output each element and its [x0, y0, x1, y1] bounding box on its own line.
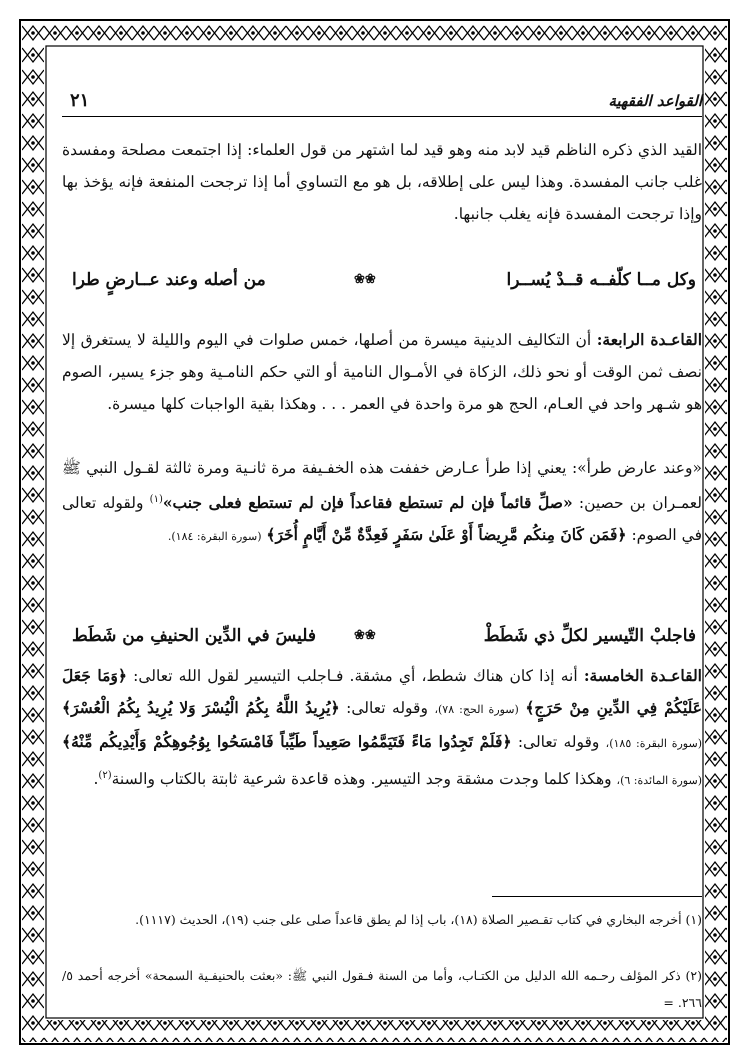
quran-verse-1: ﴿فَمَن كَانَ مِنكُم مَّرِيضاً أَوْ عَلَىٰ سَفَرٍ فَعِدَّةٌ مِّنْ أَيَّامٍ أُخَرَ﴾ [266, 525, 627, 545]
running-header [62, 86, 702, 117]
footnote-marker-1: (١) [149, 494, 163, 505]
paragraph-4-end: . [93, 770, 99, 789]
surah-reference-2: (سورة الحج: ٧٨)، [434, 703, 519, 716]
page-content [62, 86, 702, 1036]
rule-4-label: القاعـدة الرابعة: [596, 330, 702, 349]
quran-verse-4: ﴿فَلَمْ تَجِدُوا مَاءً فَتَيَمَّمُوا صَعِيداً طَيِّباً فَامْسَحُوا بِوُجُوهِكُمْ وَأَيْدِيكُم مِّنْهُ﴾ [62, 732, 512, 751]
surah-reference-1: (سورة البقرة: ١٨٤). [167, 530, 262, 544]
verse-separator-icon: ❀❀ [354, 628, 376, 643]
footnote-2: (٢) ذكر المؤلف رحـمه الله الدليل من الكتـاب، وأما من السنة فـقول النبي ﷺ: «بعثت بالحنيفـية السمحة» أخرجه أحمد ٥/ ٢٦٦. = [62, 968, 702, 1010]
paragraph-4-text-d: وهكذا كلما وجدت مشقة وجد التيسير. وهذه قاعدة شرعية ثابتة بالكتاب والسنة [111, 770, 612, 789]
paragraph-4-text-b: وقوله تعالى: [346, 699, 428, 717]
paragraph-3-text-b: ولقوله تعالى في الصوم: [62, 494, 702, 545]
verse-1-first-hemistich: وكل مــا كلّفــه قــدْ يُســرا [506, 270, 696, 290]
surah-reference-4: (سورة المائدة: ٦)، [616, 774, 702, 788]
footnote-marker-2: (٢) [98, 770, 112, 781]
paragraph-4-text-c: وقوله تعالى: [517, 733, 600, 751]
verse-1-second-hemistich: من أصله وعند عــارضٍ طرا [72, 270, 266, 290]
verse-line-2 [62, 626, 702, 656]
paragraph-2-text: أن التكاليف الدينية ميسرة من أصلها، خمس صلوات في اليوم والليلة لا يستغرق إلا نصف ثمن الوقت أو نحو ذلك، الزكاة في الأمـوال النامية أو التي حكم النامـية وهو جزء يسير، الصوم هو شـهر واحد في العـام، الحج هو مرة واحدة في العمر . . . وهكذا بقية الواجبات كلها ميسرة. [62, 331, 702, 413]
paragraph-4-text-a: أنه إذا كان هناك شطط، أي مشقة. فـاجلب التيسير لقول الله تعالى: [133, 667, 578, 685]
hadith-text: «صلِّ قائماً فإن لم تستطع فقاعداً فإن لم تستطع فعلى جنب» [162, 493, 573, 513]
quran-verse-2: ﴿وَمَا جَعَلَ عَلَيْكُمْ فِي الدِّينِ مِنْ حَرَجٍ﴾ [62, 666, 703, 717]
quote-label: «وعند عارض طرأ»: [571, 459, 702, 477]
paragraph-1: القيد الذي ذكره الناظم قيد لابد منه وهو قيد لما اشتهر من قول العلماء: إذا اجتمعت مصلحة ومفسدة غلب جانب المفسدة. وهذا ليس على إطلاقه، بل هو مع التساوي أما إذا ترجحت المنفعة فإنه يؤخذ بها وإذا ترجحت المفسدة فإنه يغلب جانبها. [62, 141, 702, 223]
quran-verse-3: ﴿يُرِيدُ اللَّهُ بِكُمُ الْيُسْرَ وَلا يُرِيدُ بِكُمُ الْعُسْرَ﴾ [62, 698, 340, 717]
paragraph-2 [62, 324, 702, 420]
verse-separator-icon: ❀❀ [354, 272, 376, 287]
footnote-1: (١) أخرجه البخاري في كتاب تقـصير الصلاة (١٨)، باب إذا لم يطق قاعداً صلى على جنب (١٩)، الحديث (١١١٧). [135, 912, 702, 927]
header-title: القواعد الفقهية [608, 92, 702, 110]
verse-2-first-hemistich: فاجلبْ التّيسير لكلِّ ذي شَطَطْ [483, 626, 696, 646]
paragraph-3-text-a: يعني إذا طرأ عـارض خففت هذه الخفـيفة مرة ثانـية ومرة ثالثة لقـول النبي ﷺ لعمـران بن حصين: [62, 459, 703, 513]
verse-2-second-hemistich: فليسَ في الدِّين الحنيفِ من شَطَط [72, 626, 317, 646]
page-number: ٢١ [70, 90, 90, 111]
verse-line-1 [62, 270, 702, 300]
paragraph-4 [62, 660, 702, 797]
rule-5-label: القاعـدة الخامسة: [583, 666, 702, 685]
footnote-divider [492, 896, 702, 897]
paragraph-3 [62, 452, 702, 553]
surah-reference-3: (سورة البقرة: ١٨٥)، [605, 737, 702, 750]
